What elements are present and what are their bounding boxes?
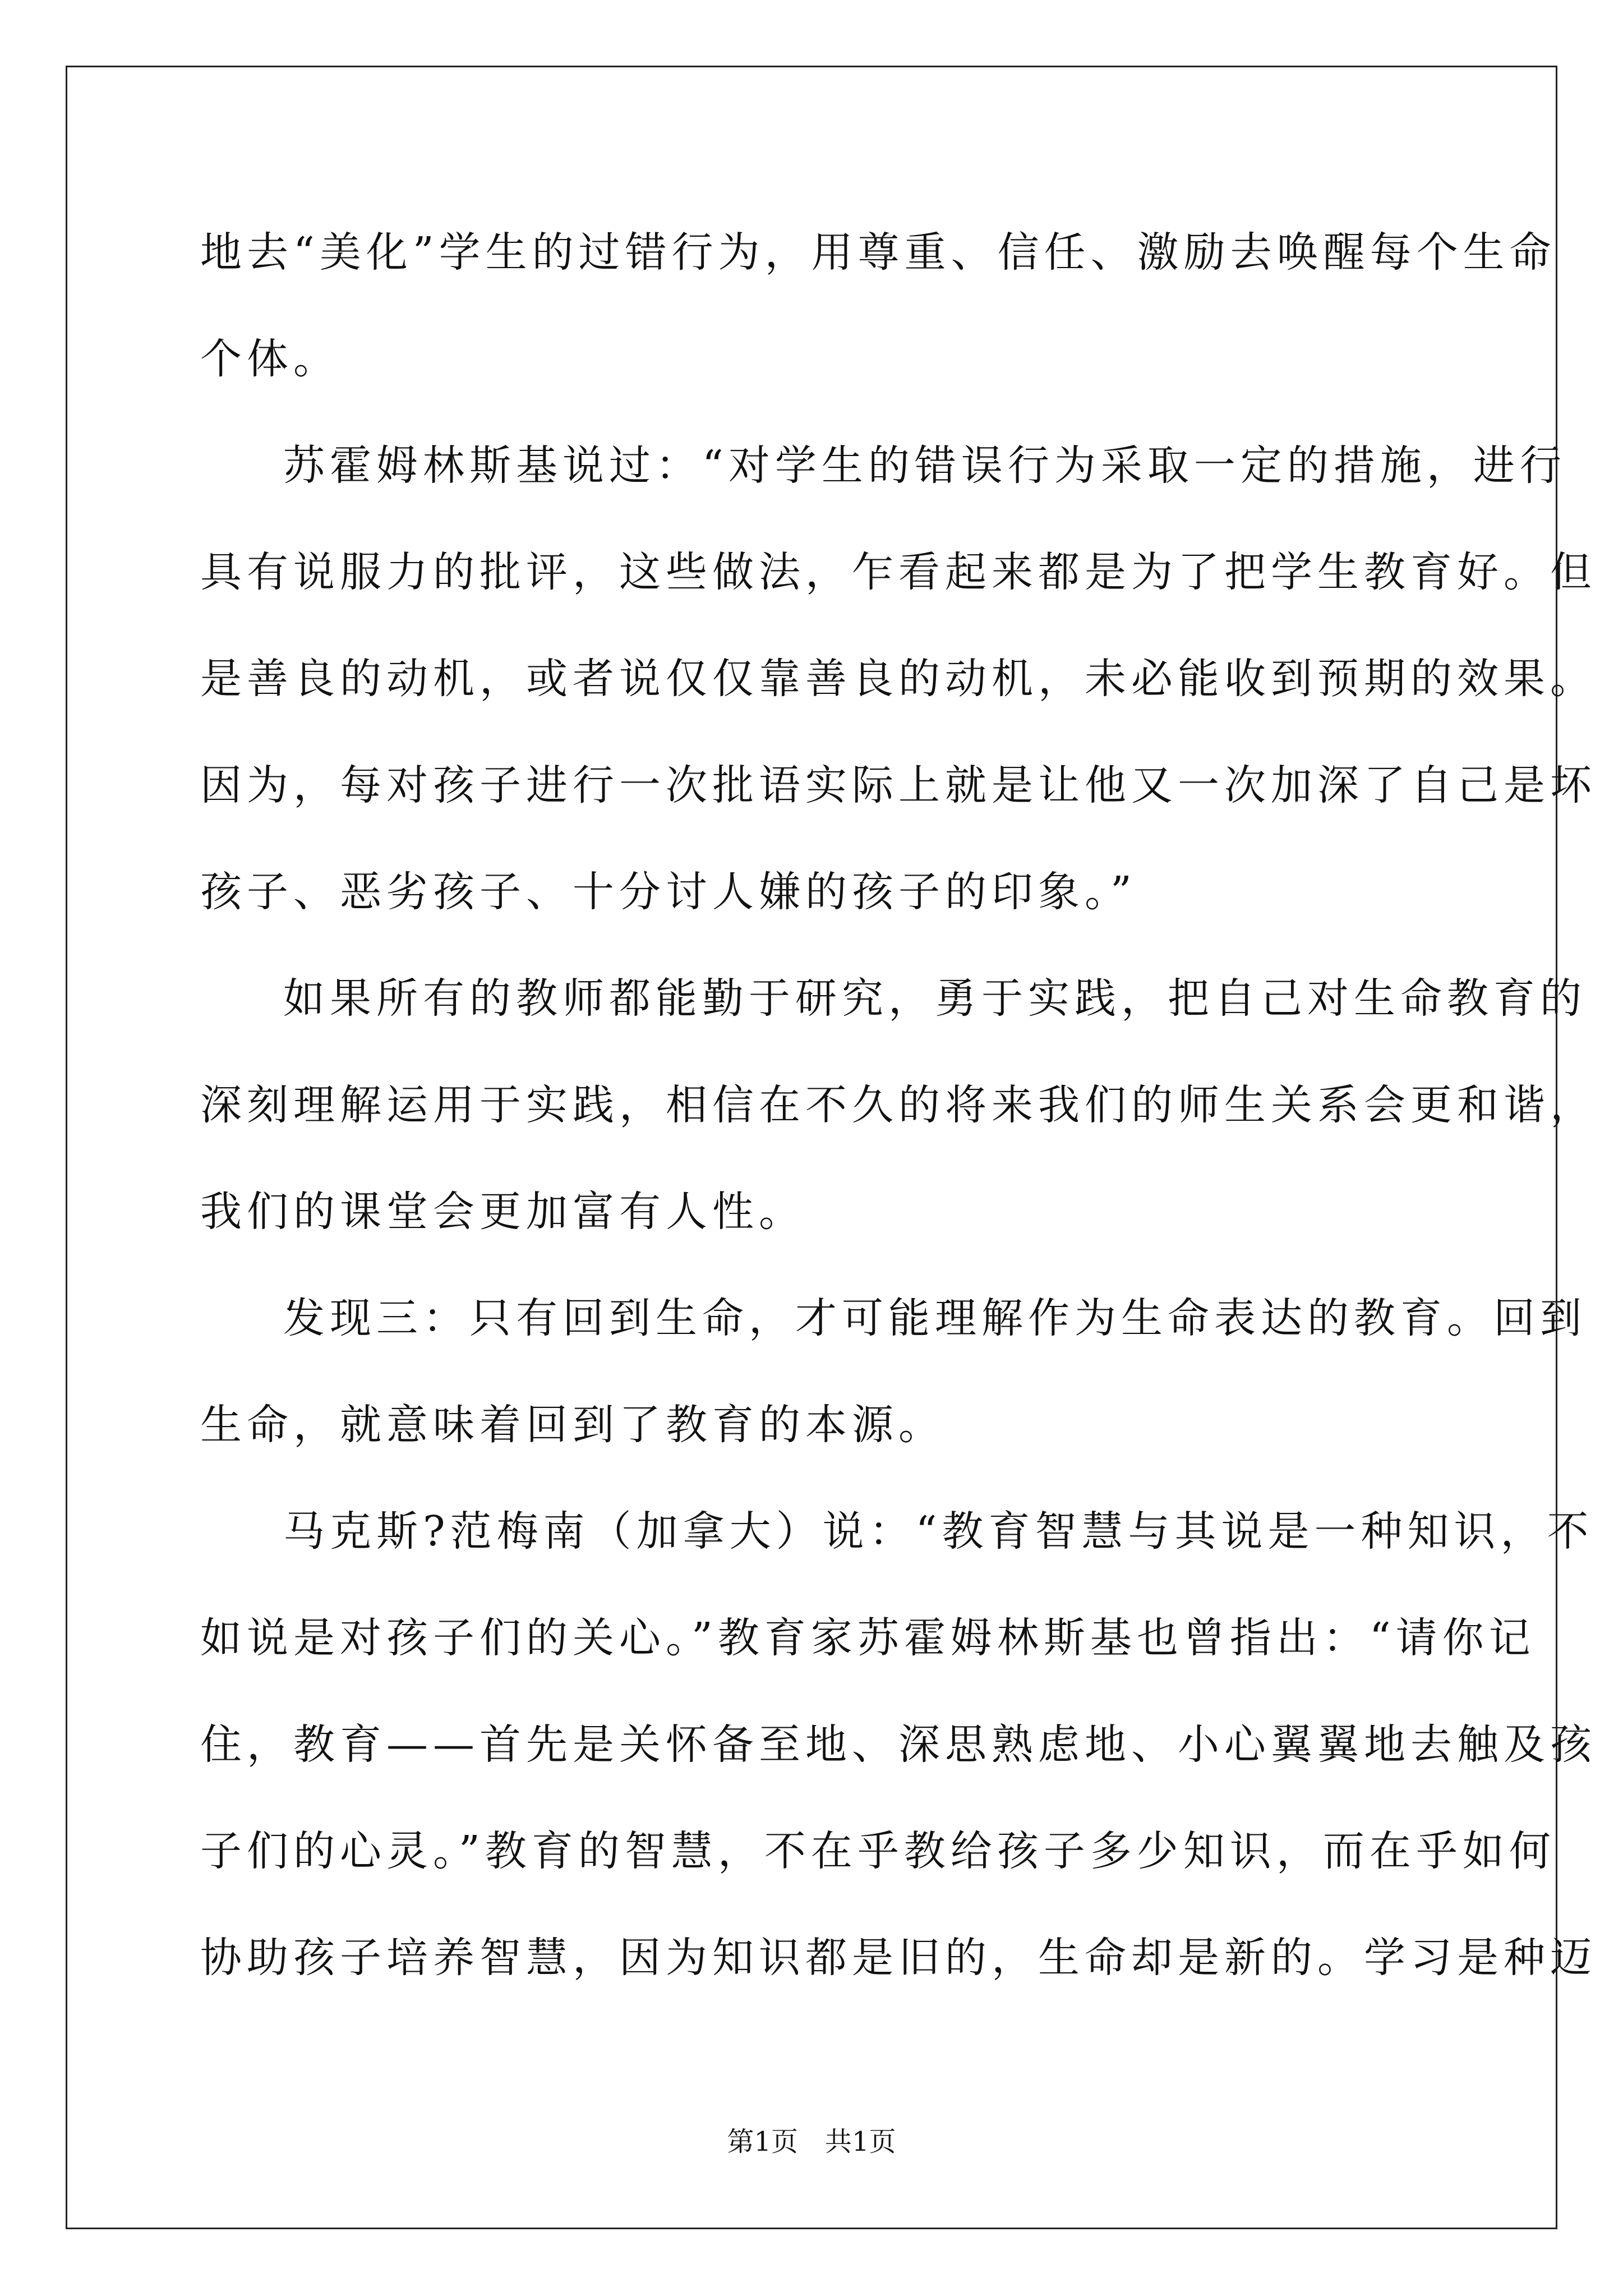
text-line: 孩子、恶劣孩子、十分讨人嫌的孩子的印象。” bbox=[200, 868, 1137, 916]
text-line: 如说是对孩子们的关心。”教育家苏霍姆林斯基也曾指出：“请你记 bbox=[200, 1614, 1536, 1662]
text-line: 子们的心灵。”教育的智慧，不在乎教给孩子多少知识，而在乎如何 bbox=[200, 1827, 1556, 1875]
text-line: 是善良的动机，或者说仅仅靠善良的动机，未必能收到预期的效果。 bbox=[200, 655, 1597, 703]
paragraph-first-line: 马克斯?范梅南（加拿大）说：“教育智慧与其说是一种知识，不 bbox=[283, 1507, 1594, 1556]
text-line: 协助孩子培养智慧，因为知识都是旧的，生命却是新的。学习是种迈 bbox=[200, 1934, 1597, 1982]
text-line: 生命，就意味着回到了教育的本源。 bbox=[200, 1401, 945, 1449]
text-line: 住，教育——首先是关怀备至地、深思熟虑地、小心翼翼地去触及孩 bbox=[200, 1720, 1597, 1769]
text-line: 具有说服力的批评，这些做法，乍看起来都是为了把学生教育好。但 bbox=[200, 548, 1597, 596]
text-line: 深刻理解运用于实践，相信在不久的将来我们的师生关系会更和谐， bbox=[200, 1081, 1597, 1129]
paragraph-first-line: 如果所有的教师都能勤于研究，勇于实践，把自己对生命教育的 bbox=[283, 974, 1587, 1023]
text-line: 地去“美化”学生的过错行为，用尊重、信任、激励去唤醒每个生命 bbox=[200, 228, 1556, 277]
text-line: 我们的课堂会更加富有人性。 bbox=[200, 1188, 805, 1236]
page-number-footer: 第1页 共1页 bbox=[727, 2126, 896, 2157]
paragraph-first-line: 苏霍姆林斯基说过：“对学生的错误行为采取一定的措施，进行 bbox=[283, 441, 1566, 490]
text-line: 个体。 bbox=[200, 335, 340, 383]
text-line: 因为，每对孩子进行一次批语实际上就是让他又一次加深了自己是坏 bbox=[200, 761, 1597, 809]
paragraph-first-line: 发现三：只有回到生命，才可能理解作为生命表达的教育。回到 bbox=[283, 1294, 1587, 1342]
